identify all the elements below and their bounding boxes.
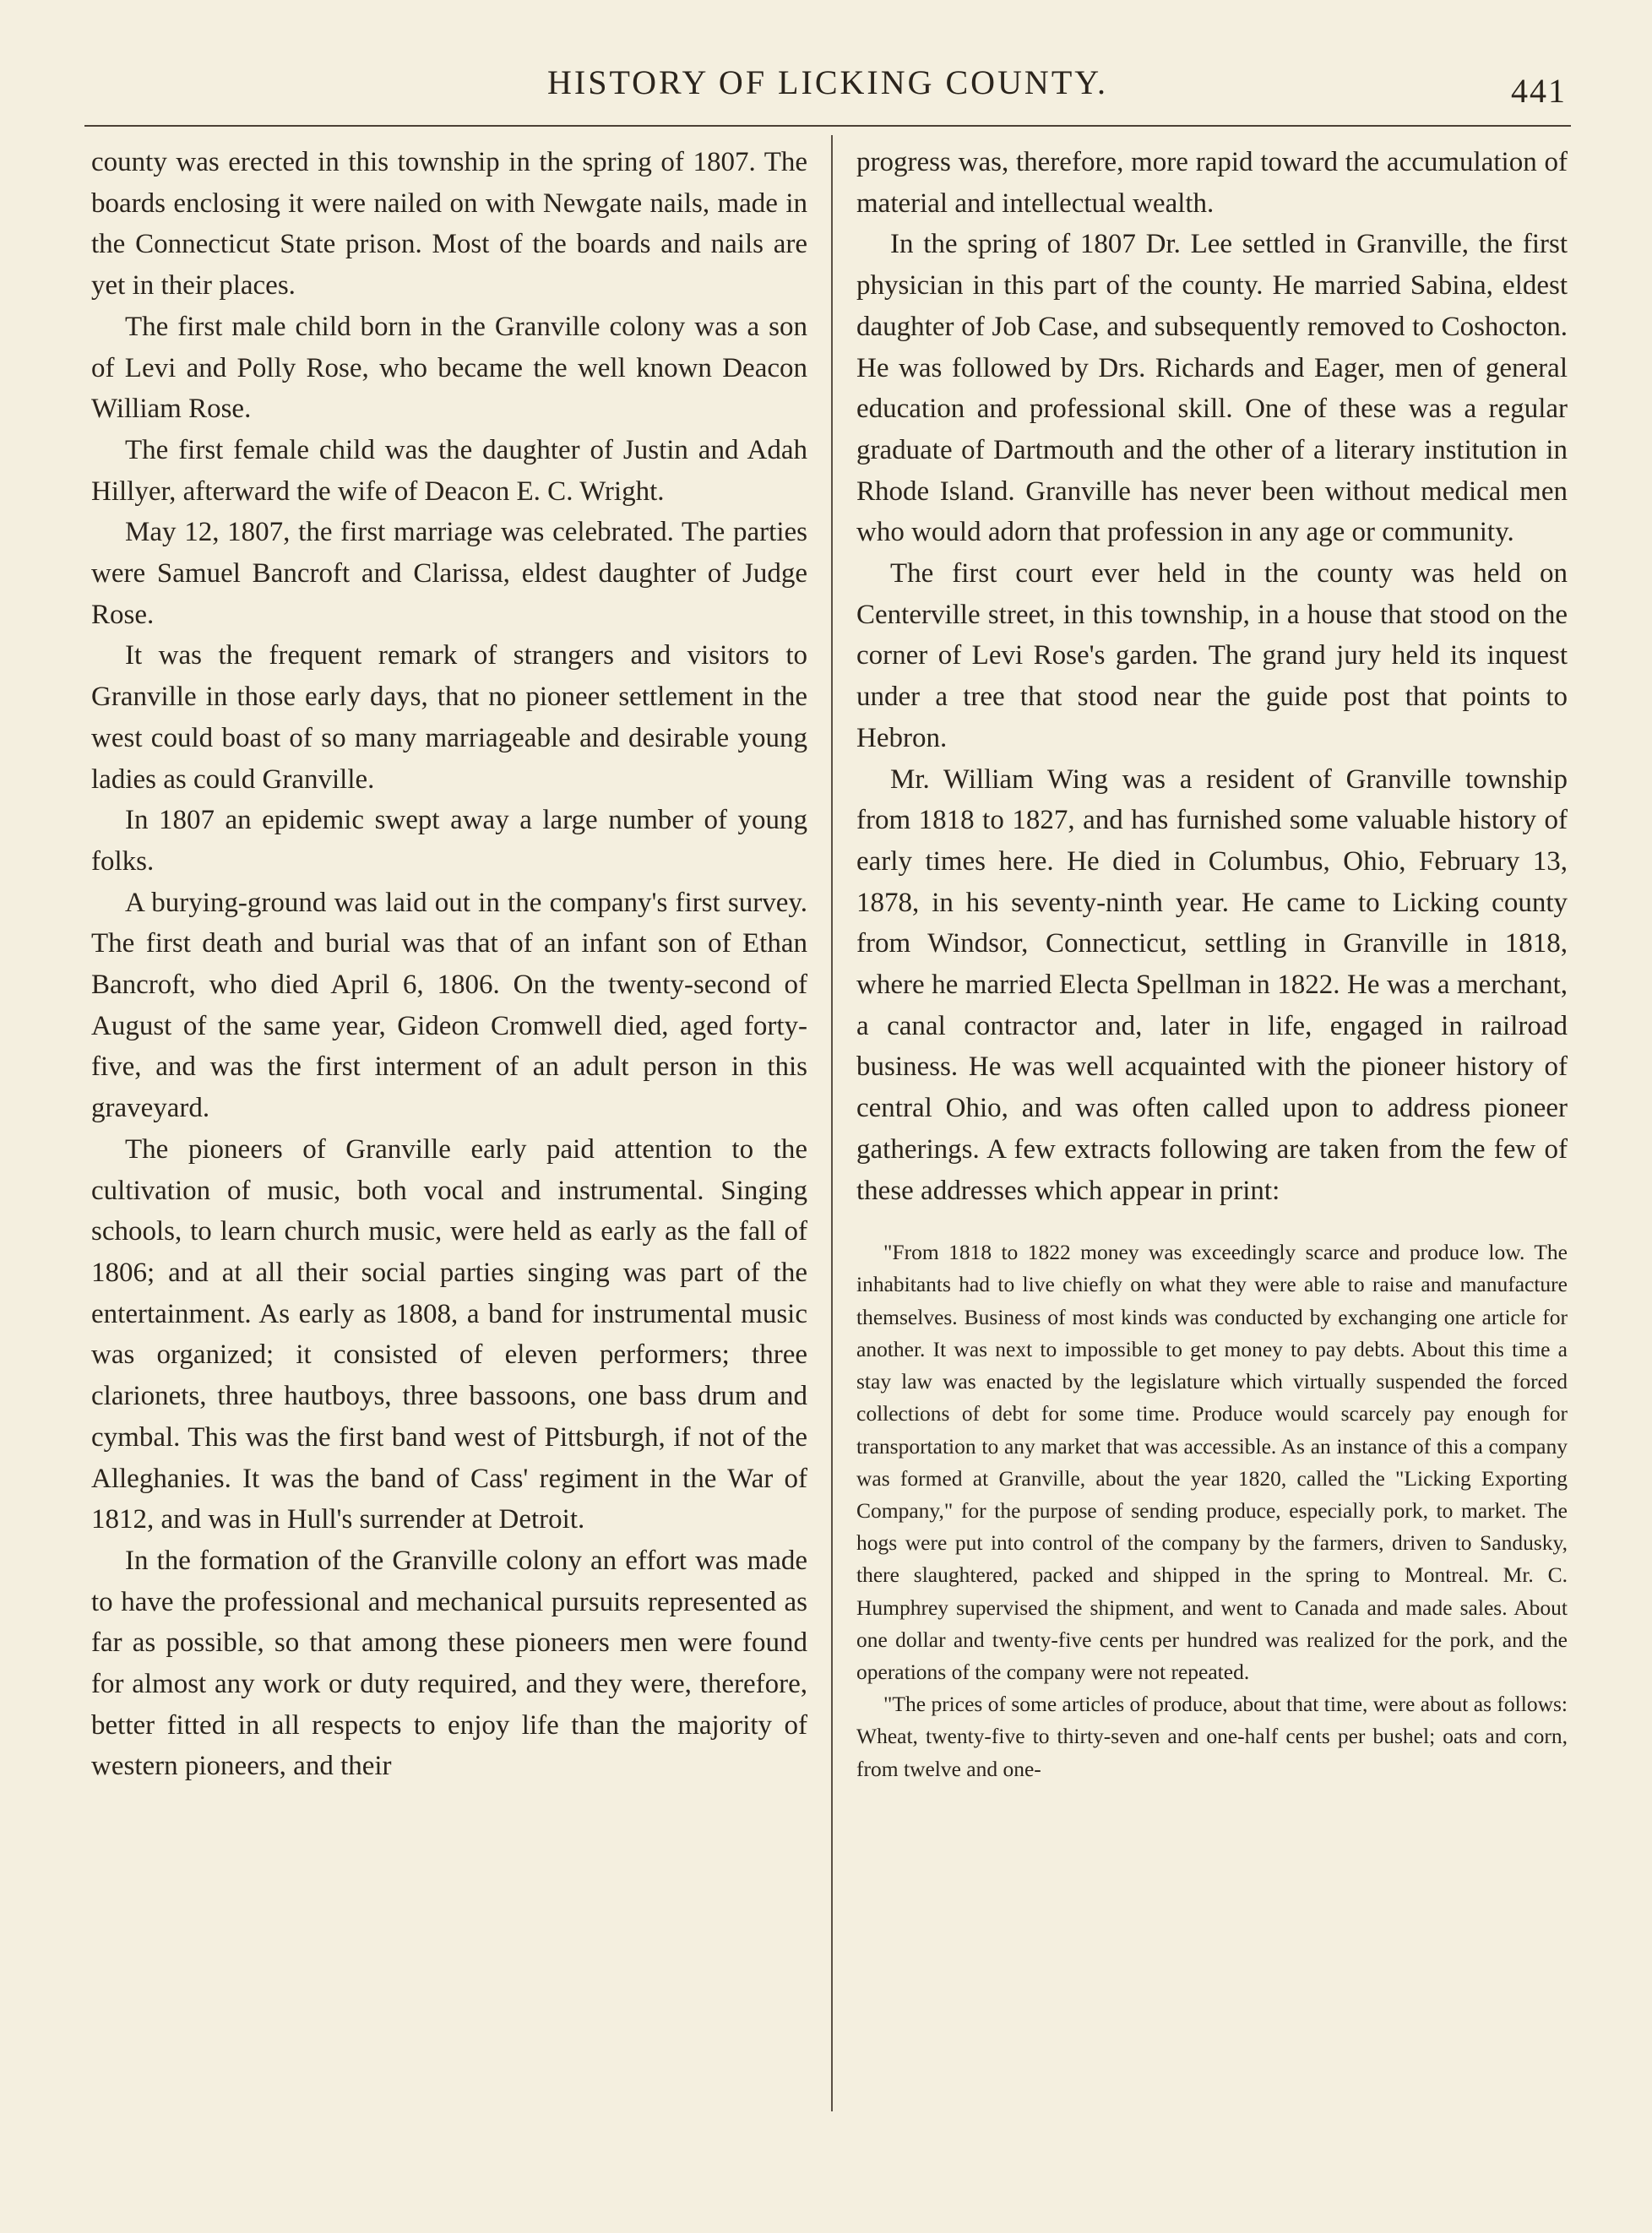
left-column [91, 142, 807, 2127]
quote-paragraph: "From 1818 to 1822 money was exceedingly scarce and produce low. The inhabitants had to live chiefly on what they were able to raise and manufacture themselves. Business of most kinds was conducted by exchanging one article for another. It was next to impossible to get money to pay debts. About this time a stay law was enacted by the legislature which virtually suspended the forced collections of debt for some time. Produce would scarcely pay enough for transportation to any market that was accessible. As an instance of this a company was formed at Granville, about the year 1820, called the "Licking Exporting Company," for the purpose of sending produce, especially pork, to market. The hogs were put into control of the company by the farmers, driven to Sandusky, there slaughtered, packed and shipped in the spring to Montreal. Mr. C. Humphrey supervised the shipment, and went to Canada and made sales. About one dollar and twenty-five cents per hundred was realized for the pork, and the operations of the company were not repeated. [856, 1240, 1568, 1684]
page-number: 441 [1511, 72, 1567, 110]
paragraph: The pioneers of Granville early paid attention to the cultivation of music, both vocal and instrumental. Singing schools, to learn church music, were held as early as the fall of 1806; and at all their social parties singing was part of the entertainment. As early as 1808, a band for instrumental music was organized; it consisted of eleven performers; three clarionets, three hautboys, three bassoons, one bass drum and cymbal. This was the first band west of Pittsburgh, if not of the Alleghanies. It was the band of Cass' regiment in the War of 1812, and was in Hull's surrender at Detroit. [91, 1133, 807, 1535]
quote-paragraph: "The prices of some articles of produce, about that time, were about as follows: Wheat, twenty-five to thirty-seven and one-half cents per bushel; oats and corn, from twelve and one- [856, 1692, 1568, 1781]
page-title: HISTORY OF LICKING COUNTY. [547, 63, 1108, 101]
paragraph: It was the frequent remark of strangers and visitors to Granville in those early days, that no pioneer settlement in the west could boast of so many marriageable and desirable young ladies as could Granville. [91, 640, 807, 795]
paragraph: Mr. William Wing was a resident of Granville township from 1818 to 1827, and has furnished some valuable history of early times here. He died in Columbus, Ohio, February 13, 1878, in his seventy-ninth year. He came to Licking county from Windsor, Connecticut, settling in Granville in 1818, where he married Electa Spellman in 1822. He was a merchant, a canal contractor and, later in life, engaged in railroad business. He was well acquainted with the pioneer history of central Ohio, and was often called upon to address pioneer gatherings. A few extracts following are taken from the few of these addresses which appear in print: [856, 763, 1568, 1206]
paragraph: progress was, therefore, more rapid toward the accumulation of material and intellectual wealth. [856, 147, 1568, 219]
paragraph: The first court ever held in the county was held on Centerville street, in this township, in a house that stood on the corner of Levi Rose's garden. The grand jury held its inquest under a tree that stood near the guide post that points to Hebron. [856, 558, 1568, 753]
quoted-extract [856, 1236, 1568, 1785]
paragraph: May 12, 1807, the first marriage was celebrated. The parties were Samuel Bancroft and Clarissa, eldest daughter of Judge Rose. [91, 517, 807, 630]
paragraph: The first female child was the daughter of Justin and Adah Hillyer, afterward the wife of Deacon E. C. Wright. [91, 434, 807, 507]
paragraph: In the spring of 1807 Dr. Lee settled in Granville, the first physician in this part of the county. He married Sabina, eldest daughter of Job Case, and subsequently removed to Coshocton. He was followed by Drs. Richards and Eager, men of general education and professional skill. One of these was a regular graduate of Dartmouth and the other of a literary institution in Rhode Island. Granville has never been without medical men who would adorn that profession in any age or community. [856, 229, 1568, 548]
paragraph: In 1807 an epidemic swept away a large number of young folks. [91, 805, 807, 877]
paragraph: In the formation of the Granville colony an effort was made to have the professional and mechanical pursuits represented as far as possible, so that among these pioneers men were found for almost any work or duty required, and they were, therefore, better fitted in all respects to enjoy life than the majority of western pioneers, and their [91, 1545, 807, 1782]
paragraph: A burying-ground was laid out in the company's first survey. The first death and burial was that of an infant son of Ethan Bancroft, who died April 6, 1806. On the twenty-second of August of the same year, Gideon Cromwell died, aged forty-five, and was the first interment of an adult person in this graveyard. [91, 887, 807, 1124]
running-head [84, 59, 1571, 110]
paragraph: The first male child born in the Granville colony was a son of Levi and Polly Rose, who became the well known Deacon William Rose. [91, 311, 807, 425]
paragraph: county was erected in this township in the spring of 1807. The boards enclosing it were nailed on with Newgate nails, made in the Connecticut State prison. Most of the boards and nails are yet in their places. [91, 147, 807, 302]
header-rule [84, 125, 1571, 127]
right-column [856, 142, 1568, 2127]
column-divider [831, 135, 833, 2111]
